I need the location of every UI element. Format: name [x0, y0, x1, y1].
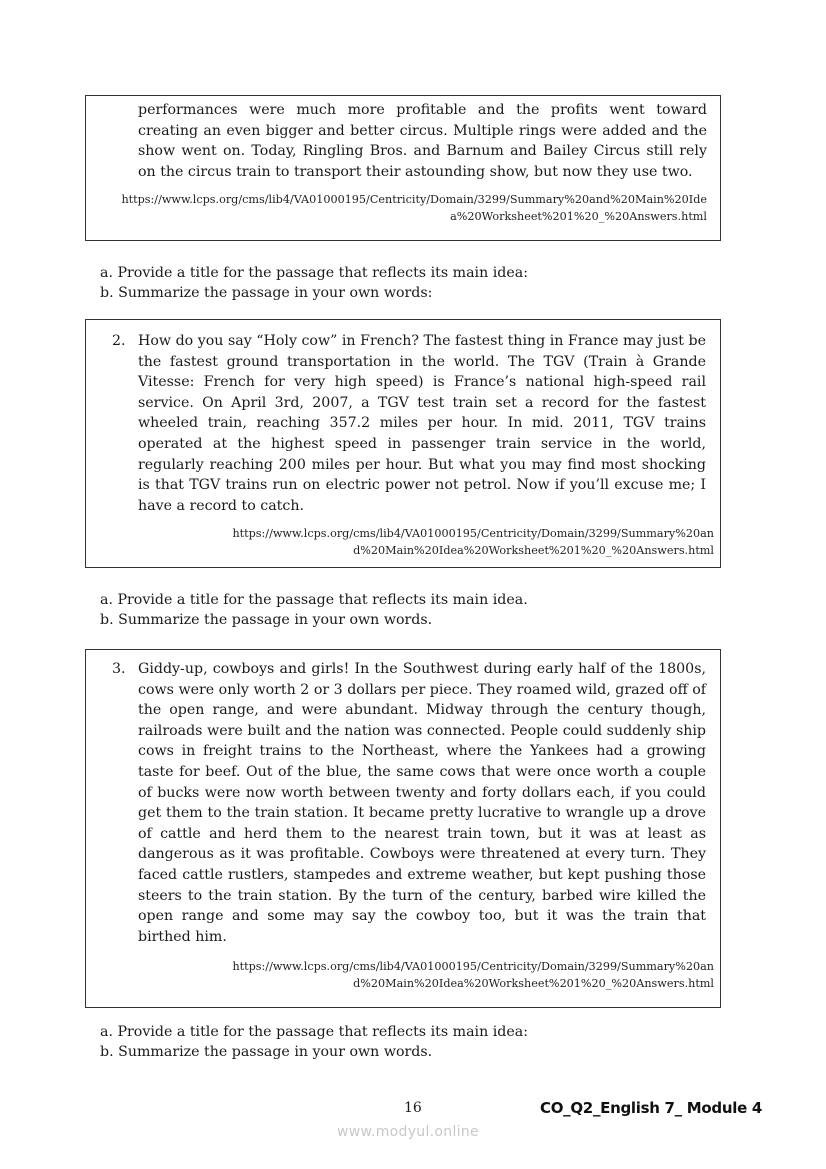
watermark: www.modyul.online — [337, 1124, 479, 1140]
module-label: CO_Q2_English 7_ Module 4 — [540, 1099, 763, 1117]
question-2a: a. Provide a title for the passage that reflects its main idea. — [100, 592, 528, 608]
passage-2-source: https://www.lcps.org/cms/lib4/VA01000195/Centricity/Domain/3299/Summary%20and%20Main%20Idea%20Worksheet%201%20_%20Answers.html — [232, 527, 714, 557]
questions-1 — [100, 264, 528, 303]
questions-2 — [100, 591, 528, 630]
question-2b: b. Summarize the passage in your own words. — [100, 611, 433, 628]
passage-2-number: 2. — [112, 333, 126, 349]
question-3a: a. Provide a title for the passage that reflects its main idea: — [100, 1024, 528, 1040]
passage-3-text: Giddy-up, cowboys and girls! In the Southwest during early half of the 1800s, cows were only worth 2 or 3 dollars per piece. They roamed wild, grazed off of the open range, and were abundant. Midway through the century though, railroads were built and the nation was connected. People could suddenly ship cows in freight trains to the Northeast, where the Yankees had a growing taste for beef. Out of the blue, the same cows that were once worth a couple of bucks were now worth between twenty and forty dollars each, if you could get them to the train station. It became pretty lucrative to wrangle up a drove of cattle and herd them to the nearest train town, but it was at least as dangerous as it was profitable. Cowboys were threatened at every turn. They faced cattle rustlers, stampedes and extreme weather, but kept pushing those steers to the train station. By the turn of the century, barbed wire killed the open range and some may say the cowboy too, but it was the train that birthed him. — [138, 661, 706, 945]
question-3b: b. Summarize the passage in your own words. — [100, 1043, 433, 1060]
passage-2 — [86, 331, 720, 516]
passage-1-box — [85, 95, 721, 241]
passage-1-text: performances were much more profitable and the profits went toward creating an even bigger and better circus. Multiple rings were added and the show went on. Today, Ringling Bros. and Barnum and Bailey Circus still rely on the circus train to transport their astounding show, but now they use two. — [138, 102, 707, 180]
passage-2-box — [85, 319, 721, 568]
question-1b: b. Summarize the passage in your own words: — [100, 284, 433, 301]
passage-2-text: How do you say “Holy cow” in French? The fastest thing in France may just be the fastest ground transportation in the world. The TGV (Train à Grande Vitesse: French for very high speed) is France’s national high-speed rail service. On April 3rd, 2007, a TGV test train set a record for the fastest wheeled train, reaching 357.2 miles per hour. In mid. 2011, TGV trains operated at the highest speed in passenger train service in the world, regularly reaching 200 miles per hour. But what you may find most shocking is that TGV trains run on electric power not petrol. Now if you’ll excuse me; I have a record to catch. — [138, 333, 706, 514]
passage-3-box — [85, 649, 721, 1008]
passage-3-number: 3. — [112, 661, 126, 677]
page-number: 16 — [404, 1100, 422, 1116]
question-1a: a. Provide a title for the passage that reflects its main idea: — [100, 265, 528, 281]
passage-3 — [86, 659, 720, 947]
questions-3 — [100, 1023, 528, 1062]
passage-1-source: https://www.lcps.org/cms/lib4/VA01000195/Centricity/Domain/3299/Summary%20and%20Main%20Idea%20Worksheet%201%20_%20Answers.html — [121, 193, 707, 223]
passage-3-source: https://www.lcps.org/cms/lib4/VA01000195/Centricity/Domain/3299/Summary%20and%20Main%20Idea%20Worksheet%201%20_%20Answers.html — [232, 960, 714, 990]
